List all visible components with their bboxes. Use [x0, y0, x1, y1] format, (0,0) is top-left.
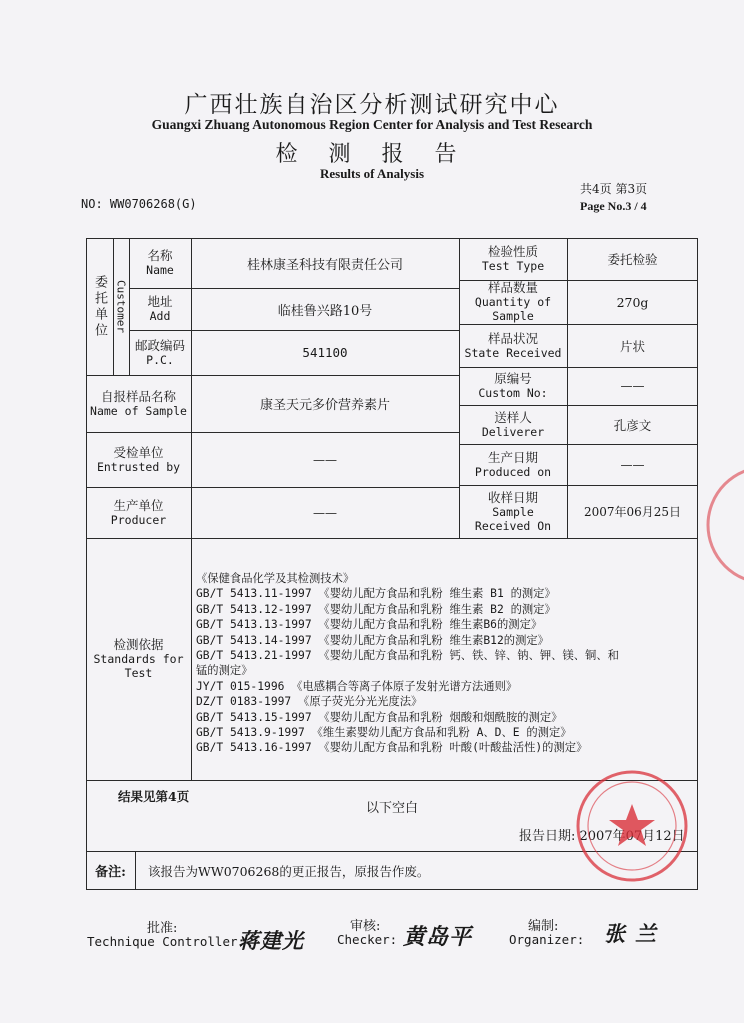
standard-line: GB/T 5413.14-1997 《婴幼儿配方食品和乳粉 维生素B12的测定》 — [196, 633, 549, 647]
checker-role-cn: 审核: — [350, 919, 381, 934]
standards-list — [196, 571, 696, 756]
result-blank-notice: 以下空白 — [366, 801, 419, 816]
sample-name-label: 自报样品名称 Name of Sample — [90, 388, 187, 418]
approver-role-en: Technique Controller: — [87, 934, 246, 949]
address-label: 地址 Add — [147, 294, 173, 323]
quantity-label: 样品数量 Quantity of Sample — [474, 280, 552, 323]
quantity-value: 270g — [616, 294, 649, 310]
custom-no-label: 原编号 Custom No: — [478, 371, 548, 400]
test-type-label: 检验性质 Test Type — [481, 244, 545, 273]
standard-line: GB/T 5413.16-1997 《婴幼儿配方食品和乳粉 叶酸(叶酸盐活性)的测定》 — [196, 741, 588, 755]
organizer-role-en: Organizer: — [509, 932, 585, 947]
standard-line: JY/T 015-1996 《电感耦合等离子体原子发射光谱方法通则》 — [196, 679, 518, 693]
entrusted-label: 受检单位 Entrusted by — [96, 444, 181, 474]
producer-value: —— — [313, 505, 337, 520]
sample-name-value: 康圣天元多价营养素片 — [259, 398, 390, 413]
checker-signature: 黄岛平 — [403, 924, 473, 950]
organizer-role-cn: 编制: — [528, 919, 559, 934]
page-number-en: Page No.3 / 4 — [580, 199, 647, 213]
official-seal-stamp — [557, 766, 707, 886]
org-name-en: Guangxi Zhuang Autonomous Region Center for Analysis and Test Research — [151, 117, 593, 132]
customer-group-label-cn: 委托单位 — [92, 274, 107, 339]
postal-code-label: 邮政编码 P.C. — [134, 337, 185, 367]
standard-line: 《保健食品化学及其检测技术》 — [196, 572, 355, 585]
custom-no-value: —— — [620, 379, 645, 393]
report-date: 报告日期: 2007年07月12日 — [519, 829, 685, 844]
remark-label: 备注: — [95, 865, 126, 880]
report-title-en: Results of Analysis — [319, 166, 425, 181]
test-type-value: 委托检验 — [607, 252, 658, 267]
deliverer-value: 孔彦文 — [613, 417, 652, 433]
approver-role-cn: 批准: — [147, 921, 178, 936]
producer-label: 生产单位 Producer — [110, 497, 167, 527]
org-name-cn: 广西壮族自治区分析测试研究中心 — [184, 92, 560, 118]
sample-received-value: 2007年06月25日 — [583, 505, 682, 519]
result-see-page: 结果见第4页 — [118, 789, 190, 804]
organizer-signature: 张兰 — [604, 921, 666, 946]
state-received-value: 片状 — [619, 338, 645, 354]
standard-line: GB/T 5413.13-1997 《婴幼儿配方食品和乳粉 维生素B6的测定》 — [196, 618, 543, 632]
produced-on-label: 生产日期 Produced on — [474, 449, 552, 479]
approver-signature: 蒋建光 — [238, 928, 304, 953]
name-label: 名称 Name — [146, 248, 174, 277]
standard-line: GB/T 5413.21-1997 《婴幼儿配方食品和乳粉 钙、铁、锌、钠、钾、镁、铜、和 — [196, 649, 619, 663]
edge-seal-fragment — [706, 450, 744, 600]
produced-on-value: —— — [620, 457, 645, 472]
state-received-label: 样品状况 State Received — [464, 330, 562, 360]
standard-line: GB/T 5413.15-1997 《婴幼儿配方食品和乳粉 烟酸和烟酰胺的测定》 — [196, 710, 563, 724]
page-count-cn: 共4页 第3页 — [580, 182, 648, 196]
customer-name-value: 桂林康圣科技有限责任公司 — [246, 257, 403, 273]
sample-received-label: 收样日期 Sample Received On — [474, 489, 552, 533]
deliverer-label: 送样人 Deliverer — [481, 409, 545, 439]
standard-line: GB/T 5413.9-1997 《维生素婴幼儿配方食品和乳粉 A、D、E 的测定》 — [196, 726, 572, 740]
report-title-cn: 检 测 报 告 — [275, 142, 469, 167]
postal-code-value: 541100 — [302, 345, 348, 360]
report-number: NO: WW0706268(G) — [81, 197, 197, 211]
remark-text: 该报告为WW0706268的更正报告，原报告作废。 — [148, 864, 430, 879]
standards-label: 检测依据 Standards for Test — [93, 637, 184, 680]
customer-address-value: 临桂鲁兴路10号 — [277, 303, 373, 319]
standard-line: 锰的测定》 — [196, 664, 253, 678]
standard-line: GB/T 5413.12-1997 《婴幼儿配方食品和乳粉 维生素 B2 的测定》 — [196, 602, 556, 616]
entrusted-value: —— — [313, 452, 337, 467]
standard-line: GB/T 5413.11-1997 《婴幼儿配方食品和乳粉 维生素 B1 的测定》 — [196, 587, 556, 601]
standard-line: DZ/T 0183-1997 《原子荧光分光光度法》 — [196, 695, 423, 709]
customer-group-label-en: Customer — [114, 280, 128, 333]
checker-role-en: Checker: — [337, 932, 398, 947]
